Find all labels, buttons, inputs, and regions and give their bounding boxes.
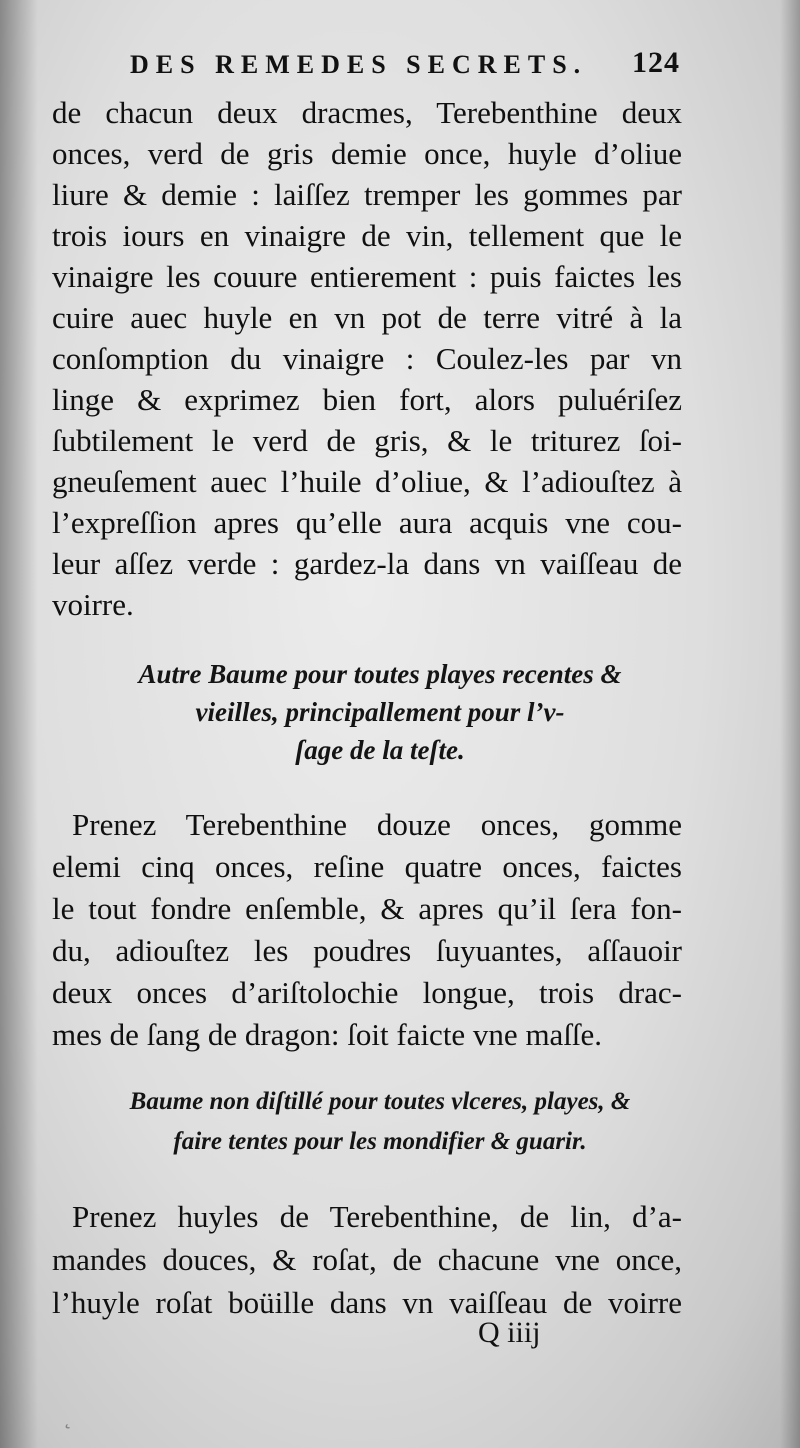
text-line: trois iours en vinaigre de vin, tellement que le — [52, 218, 682, 253]
text-line: de chacun deux dracmes, Terebenthine deux — [52, 95, 682, 130]
text-line: voirre. — [52, 587, 134, 622]
text-line: mes de ſang de dragon: ſoit faicte vne maſſe. — [52, 1017, 603, 1052]
section-heading-1 — [90, 655, 670, 769]
text-line: l’expreſſion apres qu’elle aura acquis vne cou- — [52, 505, 682, 540]
text-line: mandes douces, & roſat, de chacune vne once, — [52, 1242, 682, 1277]
text-line: liure & demie : laiſſez tremper les gommes par — [52, 177, 682, 212]
running-head-title: DES REMEDES SECRETS. — [130, 50, 588, 79]
heading-line: ſage de la teſte. — [295, 735, 465, 765]
running-head — [130, 46, 680, 82]
heading-line: vieilles, principallement pour l’v- — [195, 697, 565, 727]
text-line: leur aſſez verde : gardez-la dans vn vaiſſeau de — [52, 546, 682, 581]
page-number: 124 — [632, 46, 680, 79]
ink-speck: ˛ — [62, 1405, 73, 1430]
text-line: gneuſement auec l’huile d’oliue, & l’adiouſtez à — [52, 464, 682, 499]
text-line: l’huyle roſat boüille dans vn vaiſſeau de voirre — [52, 1285, 682, 1320]
text-line: le tout fondre enſemble, & apres qu’il ſera fon- — [52, 891, 682, 926]
heading-line: faire tentes pour les mondifier & guarir. — [173, 1128, 587, 1155]
text-line: onces, verd de gris demie once, huyle d’oliue — [52, 136, 682, 171]
edge-shadow-right — [780, 0, 800, 1448]
gutter-shadow — [0, 0, 38, 1448]
paragraph-2 — [52, 804, 682, 1056]
signature-mark: Q iiij — [478, 1316, 541, 1349]
heading-line: Baume non diſtillé pour toutes vlceres, playes, & — [129, 1088, 631, 1115]
paragraph-3 — [52, 1195, 682, 1324]
text-line: elemi cinq onces, reſine quatre onces, faictes — [52, 849, 682, 884]
text-line: cuire auec huyle en vn pot de terre vitré à la — [52, 300, 682, 335]
text-line: Prenez Terebenthine douze onces, gomme — [72, 807, 682, 842]
text-line: ſubtilement le verd de gris, & le triturez ſoi- — [52, 423, 682, 458]
text-line: vinaigre les couure entierement : puis faictes les — [52, 259, 682, 294]
text-line: deux onces d’ariſtolochie longue, trois drac- — [52, 975, 682, 1010]
text-line: linge & exprimez bien fort, alors puluériſez — [52, 382, 682, 417]
text-line: du, adiouſtez les poudres ſuyuantes, aſſauoir — [52, 933, 682, 968]
text-line: conſomption du vinaigre : Coulez-les par vn — [52, 341, 682, 376]
section-heading-2 — [60, 1082, 700, 1162]
text-line: Prenez huyles de Terebenthine, de lin, d’a- — [72, 1199, 682, 1234]
heading-line: Autre Baume pour toutes playes recentes & — [138, 659, 622, 689]
paragraph-1 — [52, 92, 682, 625]
